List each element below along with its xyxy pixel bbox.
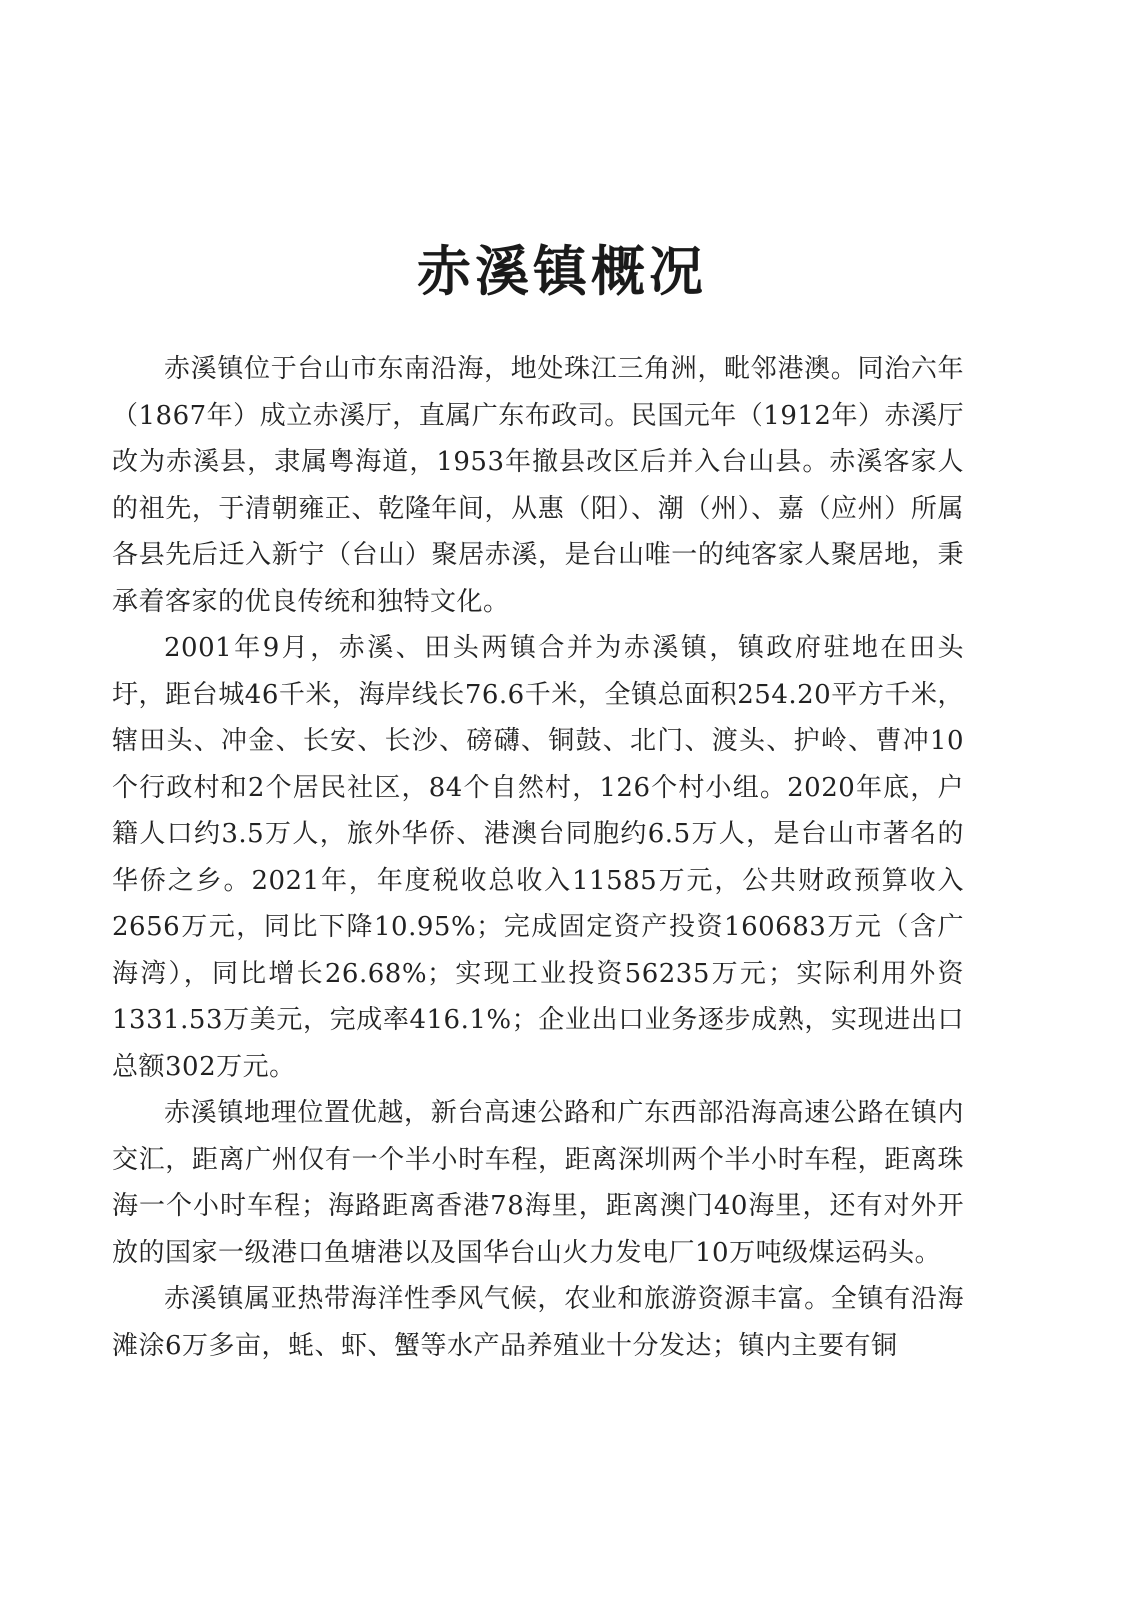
paragraph-statistics: 2001年9月，赤溪、田头两镇合并为赤溪镇，镇政府驻地在田头圩，距台城46千米，海岸线长76.6千米，全镇总面积254.20平方千米，辖田头、冲金、长安、长沙、磅礴、铜鼓、北门、渡头、护岭、曹冲10个行政村和2个居民社区，84个自然村，126个村小组。2020年底，户籍人口约3.5万人，旅外华侨、港澳台同胞约6.5万人，是台山市著名的华侨之乡。2021年，年度税收总收入11585万元，公共财政预算收入2656万元，同比下降10.95%；完成固定资产投资160683万元（含广海湾），同比增长26.68%；实现工业投资56235万元；实际利用外资1331.53万美元，完成率416.1%；企业出口业务逐步成熟，实现进出口总额302万元。 <box>112 633 964 1082</box>
paragraph-history: 赤溪镇位于台山市东南沿海，地处珠江三角洲，毗邻港澳。同治六年（1867年）成立赤溪厅，直属广东布政司。民国元年（1912年）赤溪厅改为赤溪县，隶属粤海道，1953年撤县改区后并入台山县。赤溪客家人的祖先，于清朝雍正、乾隆年间，从惠（阳）、潮（州）、嘉（应州）所属各县先后迁入新宁（台山）聚居赤溪，是台山唯一的纯客家人聚居地，秉承着客家的优良传统和独特文化。 <box>112 354 964 617</box>
paragraph-location: 赤溪镇地理位置优越，新台高速公路和广东西部沿海高速公路在镇内交汇，距离广州仅有一个半小时车程，距离深圳两个半小时车程，距离珠海一个小时车程；海路距离香港78海里，距离澳门40海里，还有对外开放的国家一级港口鱼塘港以及国华台山火力发电厂10万吨级煤运码头。 <box>112 1098 964 1268</box>
article-body <box>112 346 964 1369</box>
paragraph-climate-resources: 赤溪镇属亚热带海洋性季风气候，农业和旅游资源丰富。全镇有沿海滩涂6万多亩，蚝、虾、蟹等水产品养殖业十分发达；镇内主要有铜 <box>112 1284 964 1361</box>
page-title: 赤溪镇概况 <box>417 240 707 304</box>
